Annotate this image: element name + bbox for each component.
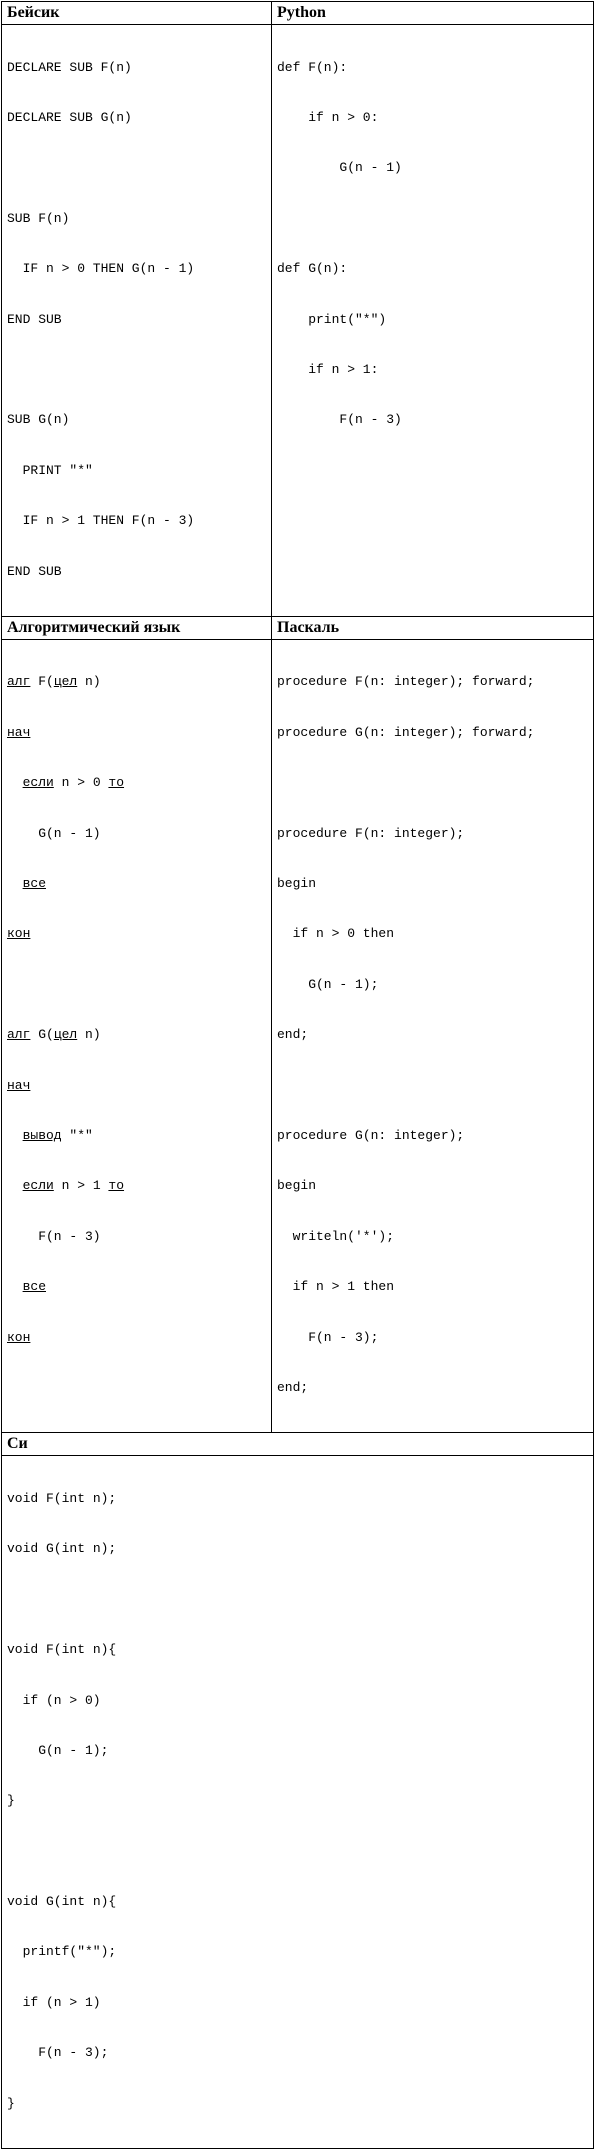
basic-code-cell <box>2 25 272 617</box>
code-line <box>7 674 271 691</box>
code-line <box>7 1027 271 1044</box>
keyword: если <box>22 775 54 791</box>
keyword: кон <box>7 926 31 942</box>
code-line <box>7 1279 271 1296</box>
code-line: END SUB <box>7 311 62 327</box>
python-code-cell <box>272 25 594 617</box>
code-text: F( <box>30 674 54 690</box>
code-line: if n > 0: <box>308 109 379 125</box>
code-line: writeln('*'); <box>292 1228 395 1244</box>
algo-code <box>7 641 271 1380</box>
pascal-code <box>277 641 593 1430</box>
code-line: F(n - 3) <box>339 412 402 428</box>
code-line: end; <box>277 1379 309 1395</box>
code-line: } <box>7 1793 15 1809</box>
python-code <box>277 26 593 463</box>
code-line: if (n > 1) <box>22 1994 101 2010</box>
pascal-code-cell <box>272 639 594 1432</box>
code-line: begin <box>277 876 317 892</box>
code-line: print("*") <box>308 311 387 327</box>
code-line: void F(int n){ <box>7 1642 117 1658</box>
header-algo: Алгоритмический язык <box>2 616 272 639</box>
code-line: G(n - 1) <box>339 160 402 176</box>
basic-code <box>7 26 271 614</box>
c-code <box>7 1457 593 2146</box>
code-line: G(n - 1); <box>308 976 379 992</box>
code-text: "*" <box>61 1128 93 1143</box>
code-line: PRINT "*" <box>22 462 93 478</box>
code-line: def G(n): <box>277 261 348 277</box>
code-line: if n > 1 then <box>292 1279 395 1295</box>
code-line: if n > 0 then <box>292 926 395 942</box>
code-line: procedure F(n: integer); forward; <box>277 674 535 690</box>
code-text: G( <box>30 1027 54 1043</box>
code-text: n) <box>77 1027 101 1043</box>
code-line: DECLARE SUB F(n) <box>7 59 132 75</box>
code-line: G(n - 1); <box>38 1742 109 1758</box>
code-line: F(n - 3); <box>38 2045 109 2061</box>
code-line: IF n > 0 THEN G(n - 1) <box>22 261 195 277</box>
code-line: G(n - 1) <box>38 825 101 841</box>
code-line <box>7 1078 271 1095</box>
code-comparison-table <box>1 1 594 2149</box>
code-line: procedure G(n: integer); forward; <box>277 724 535 740</box>
code-line <box>7 926 271 943</box>
code-line: def F(n): <box>277 59 348 75</box>
header-pascal: Паскаль <box>272 616 594 639</box>
keyword: то <box>108 1178 125 1194</box>
code-line: END SUB <box>7 563 62 579</box>
code-line: procedure F(n: integer); <box>277 825 465 841</box>
keyword: нач <box>7 1077 31 1093</box>
keyword: если <box>22 1178 54 1194</box>
code-line: DECLARE SUB G(n) <box>7 109 132 125</box>
code-text: n) <box>77 674 101 690</box>
keyword: то <box>108 775 125 791</box>
code-text: n > 0 <box>53 775 109 791</box>
code-line: SUB G(n) <box>7 412 70 428</box>
code-line <box>7 1178 271 1195</box>
code-line: IF n > 1 THEN F(n - 3) <box>22 513 195 529</box>
code-line: void F(int n); <box>7 1490 117 1506</box>
code-line: procedure G(n: integer); <box>277 1128 465 1143</box>
code-line <box>7 725 271 742</box>
c-code-cell <box>2 1456 594 2149</box>
code-line: if (n > 0) <box>22 1692 101 1708</box>
code-line <box>7 876 271 893</box>
code-line <box>7 977 271 994</box>
keyword: все <box>22 876 46 892</box>
keyword: кон <box>7 1329 31 1345</box>
code-line <box>7 1330 271 1347</box>
code-line: begin <box>277 1178 317 1194</box>
code-line: if n > 1: <box>308 361 379 377</box>
keyword: алг <box>7 1027 31 1043</box>
code-line: F(n - 3) <box>38 1228 101 1244</box>
code-line: SUB F(n) <box>7 210 70 226</box>
code-line: void G(int n); <box>7 1541 117 1557</box>
code-text: n > 1 <box>53 1178 109 1194</box>
code-line: printf("*"); <box>22 1944 117 1960</box>
code-line: } <box>7 2095 15 2111</box>
code-line <box>277 1078 593 1095</box>
header-python: Python <box>272 2 594 25</box>
code-line <box>7 1844 593 1861</box>
code-line <box>7 160 271 177</box>
keyword: цел <box>53 674 78 690</box>
code-line <box>7 1592 593 1609</box>
keyword: цел <box>53 1027 78 1043</box>
code-line <box>277 211 593 228</box>
keyword: вывод <box>22 1128 62 1143</box>
header-basic: Бейсик <box>2 2 272 25</box>
algo-code-cell <box>2 639 272 1432</box>
code-line: F(n - 3); <box>308 1329 379 1345</box>
keyword: все <box>22 1279 46 1295</box>
keyword: алг <box>7 674 31 690</box>
code-line <box>7 362 271 379</box>
code-line <box>7 775 271 792</box>
keyword: нач <box>7 724 31 740</box>
code-line: end; <box>277 1027 309 1043</box>
code-line <box>277 775 593 792</box>
code-line <box>7 1128 271 1145</box>
code-line: void G(int n){ <box>7 1894 117 1910</box>
header-c: Си <box>2 1433 594 1456</box>
